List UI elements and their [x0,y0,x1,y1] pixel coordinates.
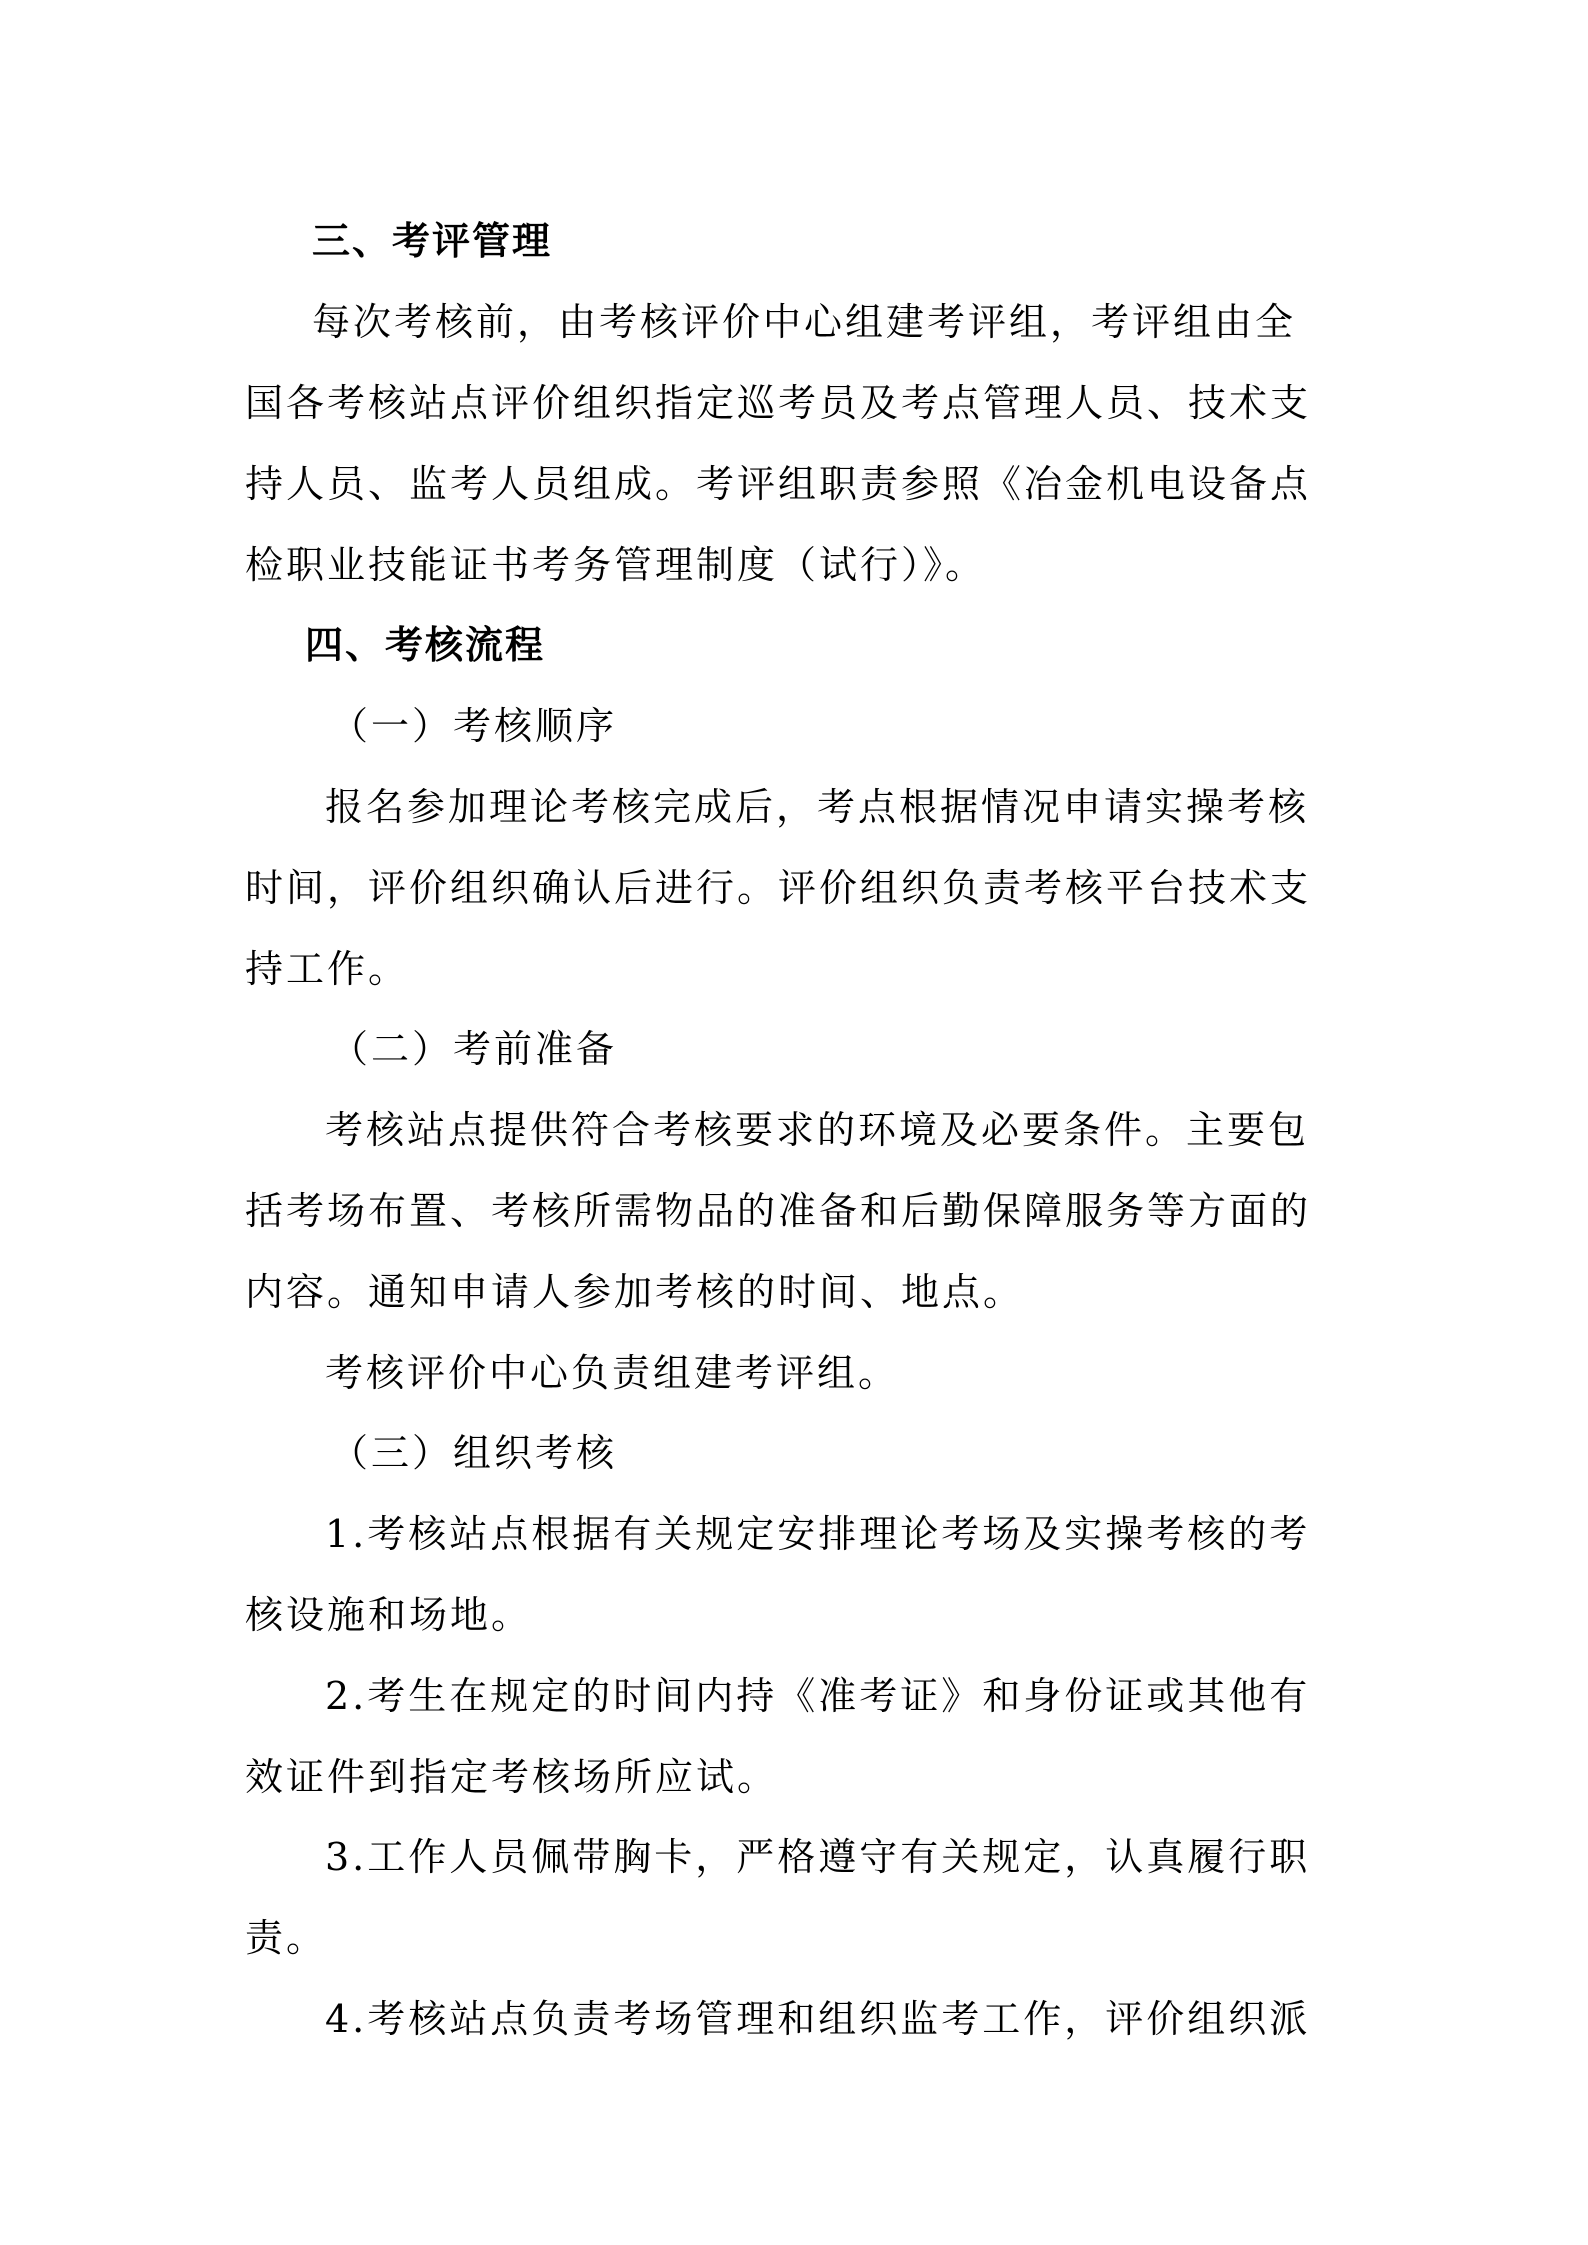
paragraph-line: 每次考核前，由考核评价中心组建考评组，考评组由全 [312,300,1297,344]
section-heading-exam-management: 三、考评管理 [312,219,553,263]
paragraph-line: 国各考核站点评价组织指定巡考员及考点管理人员、技术支 [245,381,1312,425]
list-item-line: 2.考生在规定的时间内持《准考证》和身份证或其他有 [325,1674,1311,1718]
paragraph-line: 时间，评价组织确认后进行。评价组织负责考核平台技术支 [245,866,1312,910]
list-item-line: 责。 [245,1916,328,1960]
paragraph-line: 持人员、监考人员组成。考评组职责参照《冶金机电设备点 [245,462,1312,506]
paragraph-line: 检职业技能证书考务管理制度（试行）》。 [245,543,987,587]
paragraph-line: 括考场布置、考核所需物品的准备和后勤保障服务等方面的 [245,1189,1312,1233]
list-item-line: 效证件到指定考核场所应试。 [245,1755,779,1799]
list-item-line: 3.工作人员佩带胸卡，严格遵守有关规定，认真履行职 [325,1835,1311,1879]
list-item-line: 1.考核站点根据有关规定安排理论考场及实操考核的考 [325,1512,1311,1556]
paragraph-line: 内容。通知申请人参加考核的时间、地点。 [245,1270,1025,1314]
subsection-title-organize: （三）组织考核 [330,1431,618,1475]
list-item-line: 4.考核站点负责考场管理和组织监考工作，评价组织派 [325,1997,1311,2041]
paragraph-line: 持工作。 [245,947,410,991]
paragraph-line: 考核评价中心负责组建考评组。 [325,1351,900,1395]
subsection-title-preparation: （二）考前准备 [330,1027,618,1071]
paragraph-line: 考核站点提供符合考核要求的环境及必要条件。主要包 [325,1108,1310,1152]
list-item-line: 核设施和场地。 [245,1593,533,1637]
subsection-title-order: （一）考核顺序 [330,704,618,748]
paragraph-line: 报名参加理论考核完成后，考点根据情况申请实操考核 [325,785,1310,829]
section-heading-exam-process: 四、考核流程 [305,623,546,667]
